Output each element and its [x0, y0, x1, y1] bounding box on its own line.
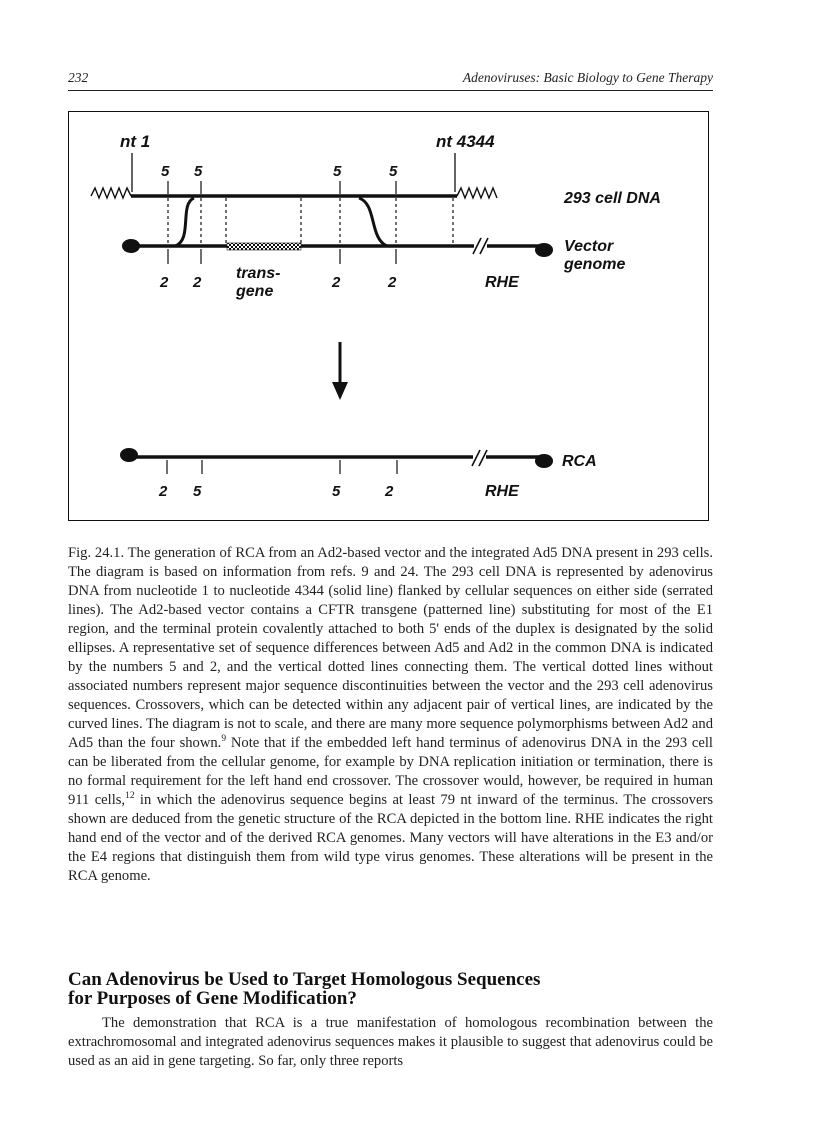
- mid-mark-2: 2: [193, 274, 202, 291]
- top-mark-1: 5: [161, 163, 170, 180]
- page-number: 232: [68, 70, 89, 85]
- vector-label-line1: Vector: [564, 238, 614, 255]
- figure-caption: [68, 544, 713, 886]
- nt4344-label: nt 4344: [436, 132, 495, 151]
- break-mark-1: [473, 238, 481, 254]
- cell-dna-label: 293 cell DNA: [564, 190, 661, 207]
- mid-mark-4: 2: [388, 274, 397, 291]
- crossover-right: [359, 198, 387, 246]
- transgene-segment: [227, 243, 301, 250]
- crossover-left: [175, 198, 194, 246]
- caption-ref-9: 9: [221, 734, 227, 745]
- vector-label-line2: genome: [564, 256, 626, 273]
- arrow-head: [332, 382, 348, 400]
- caption-text-2: Note that if the embedded left hand terminus of adenovirus DNA in the 293 cell can be liberated from the cellular genome, for example by DNA replication initiation or termination, there is no formal requirement for the left hand end crossover. The crossover would, however, be required in human 911 cells,: [68, 735, 713, 808]
- rca-mark-1: 2: [159, 483, 168, 500]
- mid-mark-1: 2: [160, 274, 169, 291]
- rca-terminal-protein-right: [535, 454, 553, 468]
- running-header: [68, 70, 713, 90]
- caption-ref-12: 12: [125, 791, 135, 802]
- caption-text-3: in which the adenovirus sequence begins at least 79 nt inward of the terminus. The crossovers shown are deduced from the genetic structure of the RCA depicted in the bottom line. RHE indicates the right hand end of the vector and of the derived RCA genomes. Many vectors will have alterations in the E3 and/or the E4 regions that distinguish them from wild type virus genomes. These alterations will be present in the RCA genome.: [68, 792, 713, 884]
- top-mark-3: 5: [333, 163, 342, 180]
- rhe-label-bottom: RHE: [485, 483, 519, 500]
- caption-text-1: Fig. 24.1. The generation of RCA from an Ad2-based vector and the integrated Ad5 DNA present in 293 cells. The diagram is based on information from refs. 9 and 24. The 293 cell DNA is represented by adenovirus DNA from nucleotide 1 to nucleotide 4344 (solid line) flanked by cellular sequences on either side (serrated lines). The Ad2-based vector contains a CFTR transgene (patterned line) substituting for most of the E1 region, and the terminal protein covalently attached to both 5' ends of the duplex is designated by the solid ellipses. A representative set of sequence differences between Ad5 and Ad2 in the common DNA is indicated by the numbers 5 and 2, and the vertical dotted lines connecting them. The vertical dotted lines without associated numbers represent major sequence discontinuities between the vector and the 293 cell adenovirus sequences. Crossovers, which can be detected within any adjacent pair of vertical lines, are indicated by the curved lines. The diagram is not to scale, and there are many more sequence polymorphisms between Ad2 and Ad5 than the four shown.: [68, 545, 713, 751]
- terminal-protein-right: [535, 243, 553, 257]
- rca-diagram: [69, 112, 708, 520]
- transgene-label-line2: gene: [236, 283, 274, 300]
- transgene-label-line1: trans-: [236, 265, 281, 282]
- rca-mark-3: 5: [332, 483, 341, 500]
- top-mark-2: 5: [194, 163, 203, 180]
- rhe-label-top: RHE: [485, 274, 519, 291]
- body-paragraph: The demonstration that RCA is a true manifestation of homologous recombination between the extrachromosomal and integrated adenovirus sequences makes it plausible to suggest that adenovirus could be used as an aid in gene targeting. So far, only three reports: [68, 1015, 713, 1070]
- top-mark-4: 5: [389, 163, 398, 180]
- nt1-label: nt 1: [120, 132, 151, 151]
- rca-mark-2: 5: [193, 483, 202, 500]
- running-title: Adenoviruses: Basic Biology to Gene Therapy: [462, 70, 713, 85]
- figure-24-1: [68, 111, 709, 521]
- right-cellular-serration: [457, 188, 497, 198]
- rca-break-mark-2: [479, 450, 487, 466]
- section-heading-line2: for Purposes of Gene Modification?: [68, 988, 357, 1009]
- section-heading-line1: Can Adenovirus be Used to Target Homologous Sequences: [68, 969, 541, 990]
- rca-label: RCA: [562, 453, 597, 470]
- rca-mark-4: 2: [385, 483, 394, 500]
- break-mark-2: [480, 238, 488, 254]
- rca-terminal-protein-left: [120, 448, 138, 462]
- mid-mark-3: 2: [332, 274, 341, 291]
- rca-break-mark-1: [472, 450, 480, 466]
- header-rule: [68, 90, 713, 91]
- left-cellular-serration: [91, 188, 131, 198]
- section-heading: [68, 970, 713, 1008]
